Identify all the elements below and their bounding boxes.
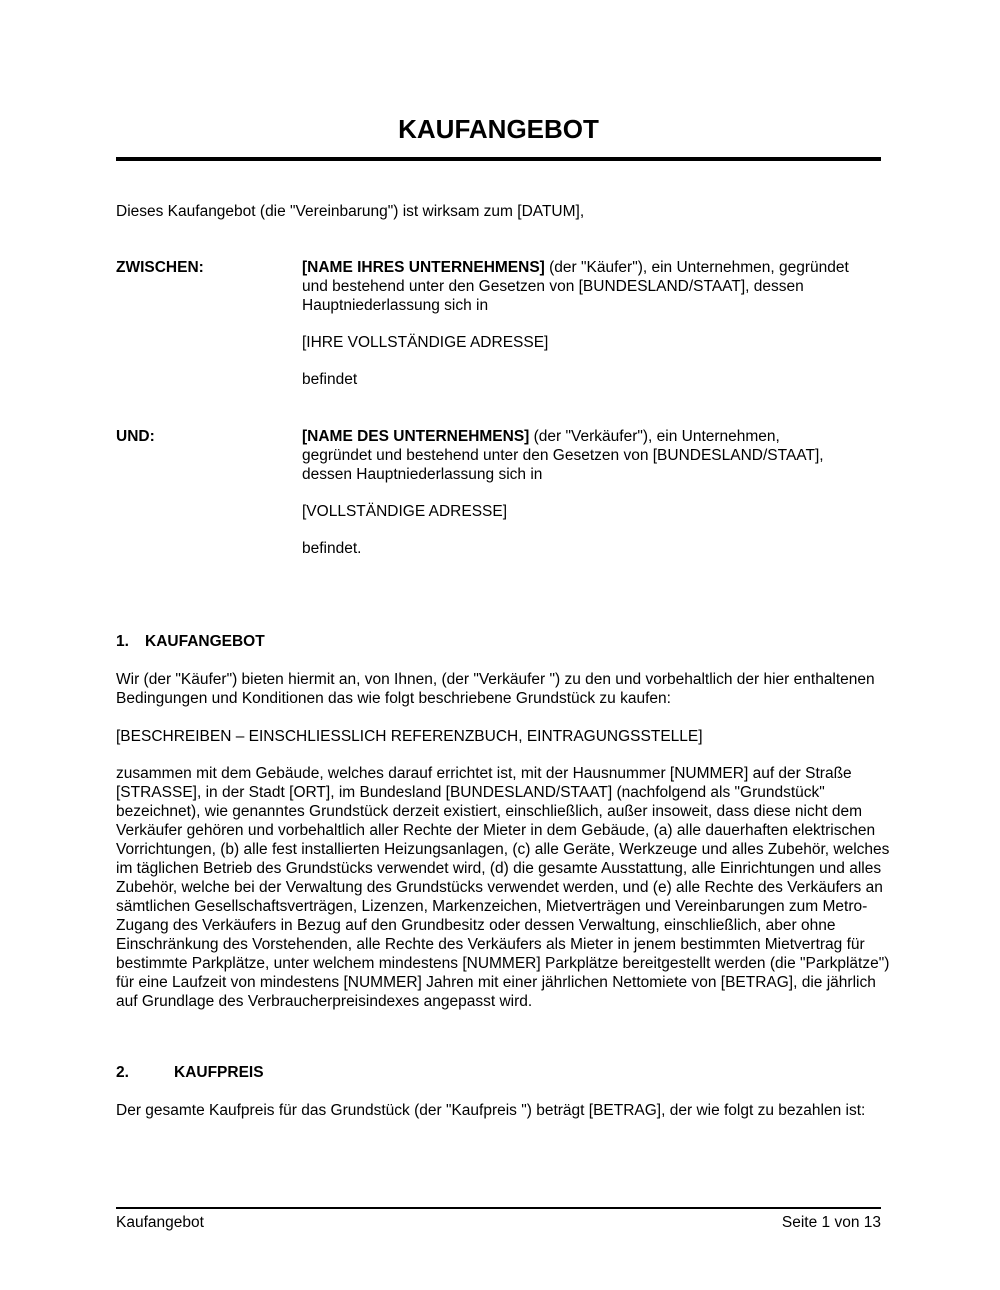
party-address: [VOLLSTÄNDIGE ADRESSE] bbox=[302, 503, 508, 520]
document-title: KAUFANGEBOT bbox=[398, 114, 599, 144]
party-name: [NAME DES UNTERNEHMENS] bbox=[302, 428, 530, 445]
intro-paragraph: Dieses Kaufangebot (die "Vereinbarung") ist wirksam zum [DATUM], bbox=[116, 203, 585, 220]
party-block-buyer bbox=[302, 258, 887, 389]
party-description: [NAME IHRES UNTERNEHMENS] (der "Käufer"), ein Unternehmen, gegründet und bestehend unter den Gesetzen von [BUNDESLAND/STAAT], dessen Hauptniederlassung sich in bbox=[302, 259, 849, 314]
footer-page-number: Seite 1 von 13 bbox=[781, 1214, 881, 1231]
footer-document-name: Kaufangebot bbox=[116, 1214, 204, 1231]
section-1-paragraph-3: zusammen mit dem Gebäude, welches darauf errichtet ist, mit der Hausnummer [NUMMER] auf der Straße [STRASSE], in der Stadt [ORT], im Bundesland [BUNDESLAND/STAAT] (nachfolgend als "Grundstück" bezeichnet), wie genanntes Grundstück derzeit existiert, einschließlich, außer insoweit, dass diese nicht dem Verkäufer gehören und vorbehaltlich aller Rechte der Mieter in dem Gebäude, (a) alle dauerhaften elektrischen Vorrichtungen, (b) alle fest installierten Heizungsanlagen, (c) alle Geräte, Werkzeuge und alles Zubehör, welches im täglichen Betrieb des Grundstücks verwendet wird, (d) die gesamte Ausstattung, alle Einrichtungen und alles Zubehör, welche bei der Verwaltung des Grundstücks verwendet werden, und (e) alle Rechte des Verkäufers an sämtlichen Gesellschaftsverträgen, Lizenzen, Markenzeichen, Mietverträgen und Vereinbarungen zum Metro-Zugang des Verkäufers in Bezug auf den Grundbesitz oder dessen Verwaltung, einschließlich, aber ohne Einschränkung des Vorstehenden, alle Rechte des Verkäufers als Mieter in jenem bestimmten Mietvertrag für bestimmte Parkplätze, unter welchem mindestens [NUMMER] Parkplätze bereitgestellt werden (die "Parkplätze") für eine Laufzeit von mindestens [NUMMER] Jahren mit einer jährlichen Nettomiete von [BETRAG], die jährlich auf Grundlage des Verbraucherpreisindexes angepasst wird. bbox=[116, 765, 890, 1010]
section-heading-2: 2. KAUFPREIS bbox=[116, 1064, 264, 1081]
party-label-between: ZWISCHEN: bbox=[116, 259, 204, 276]
section-heading-1: 1. KAUFANGEBOT bbox=[116, 633, 265, 650]
party-label-and: UND: bbox=[116, 428, 155, 445]
party-address: [IHRE VOLLSTÄNDIGE ADRESSE] bbox=[302, 334, 549, 351]
section-1-paragraph-2: [BESCHREIBEN – EINSCHLIESSLICH REFERENZBUCH, EINTRAGUNGSSTELLE] bbox=[116, 728, 703, 745]
section-1-paragraph-1: Wir (der "Käufer") bieten hiermit an, von Ihnen, (der "Verkäufer ") zu den und vorbehaltlich der hier enthaltenen Bedingungen und Konditionen das wie folgt beschriebene Grundstück zu kaufen: bbox=[116, 671, 875, 707]
party-closing: befindet bbox=[302, 371, 358, 388]
party-block-seller bbox=[302, 427, 887, 558]
title-divider bbox=[116, 157, 881, 161]
section-2-paragraph-1: Der gesamte Kaufpreis für das Grundstück (der "Kaufpreis ") beträgt [BETRAG], der wie folgt zu bezahlen ist: bbox=[116, 1102, 866, 1119]
party-name: [NAME IHRES UNTERNEHMENS] bbox=[302, 259, 545, 276]
footer-divider bbox=[116, 1207, 881, 1209]
party-closing: befindet. bbox=[302, 540, 362, 557]
party-description: [NAME DES UNTERNEHMENS] (der "Verkäufer"), ein Unternehmen, gegründet und bestehend unter den Gesetzen von [BUNDESLAND/STAAT], dessen Hauptniederlassung sich in bbox=[302, 428, 824, 483]
